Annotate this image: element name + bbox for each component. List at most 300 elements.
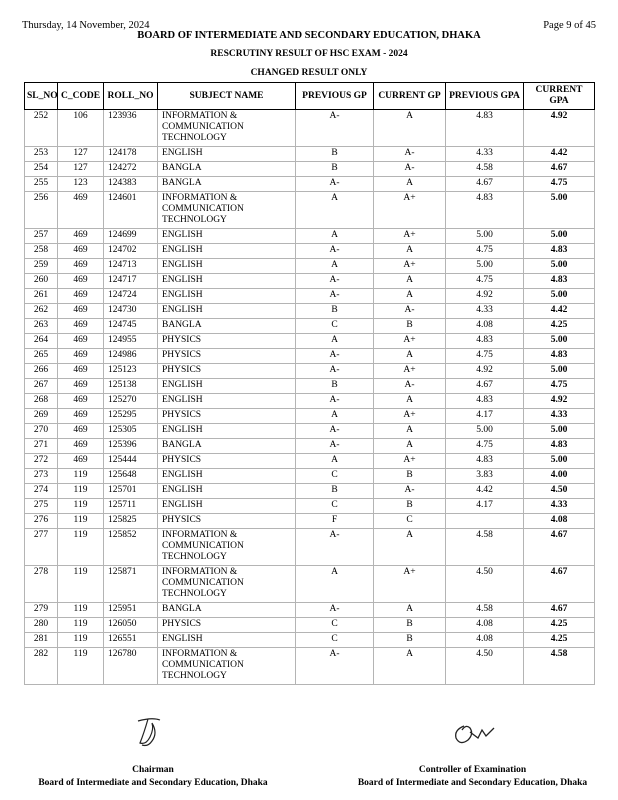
center-code-cell: 469 [58,439,104,454]
current-gpa-cell: 4.83 [524,244,595,259]
current-gp-cell: A [374,244,446,259]
current-gpa-cell: 5.00 [524,259,595,274]
roll-no-cell: 124745 [104,319,158,334]
current-gp-cell: A [374,177,446,192]
table-row [25,259,595,274]
subject-name-cell: PHYSICS [158,349,296,364]
subject-name-cell: PHYSICS [158,454,296,469]
current-gp-cell: B [374,499,446,514]
table-row [25,334,595,349]
current-gp-cell: B [374,319,446,334]
previous-gpa-cell: 4.75 [446,274,524,289]
roll-no-cell: 125123 [104,364,158,379]
center-code-cell: 119 [58,514,104,529]
table-row [25,147,595,162]
subject-name-cell: ENGLISH [158,274,296,289]
roll-no-cell: 125871 [104,566,158,603]
sl-no-cell: 262 [25,304,58,319]
previous-gp-cell: A- [296,177,374,192]
table-row [25,244,595,259]
current-gpa-cell: 4.25 [524,319,595,334]
table-row [25,304,595,319]
center-code-cell: 127 [58,147,104,162]
subject-name-cell: ENGLISH [158,394,296,409]
previous-gpa-cell: 4.75 [446,244,524,259]
previous-gpa-cell: 4.17 [446,409,524,424]
sl-no-cell: 278 [25,566,58,603]
current-gp-cell: A+ [374,566,446,603]
roll-no-cell: 124699 [104,229,158,244]
previous-gp-cell: A [296,192,374,229]
subject-name-cell: BANGLA [158,177,296,192]
center-code-cell: 469 [58,424,104,439]
previous-gp-cell: B [296,379,374,394]
subject-name-cell: PHYSICS [158,618,296,633]
current-gp-cell: A- [374,147,446,162]
center-code-cell: 119 [58,529,104,566]
table-row [25,289,595,304]
previous-gpa-cell: 4.50 [446,566,524,603]
center-code-cell: 469 [58,289,104,304]
previous-gpa-cell: 5.00 [446,259,524,274]
chairman-signature-block [24,764,282,790]
current-gpa-cell: 4.67 [524,529,595,566]
sl-no-cell: 275 [25,499,58,514]
current-gpa-cell: 5.00 [524,454,595,469]
current-gp-cell: A [374,424,446,439]
current-gp-cell: A [374,110,446,147]
sl-no-cell: 274 [25,484,58,499]
subject-name-cell: ENGLISH [158,469,296,484]
center-code-cell: 119 [58,603,104,618]
sl-no-cell: 259 [25,259,58,274]
center-code-cell: 469 [58,409,104,424]
subject-name-cell: INFORMATION & COMMUNICATION TECHNOLOGY [158,529,296,566]
current-gp-cell: A+ [374,364,446,379]
table-row [25,110,595,147]
sl-no-cell: 269 [25,409,58,424]
center-code-cell: 119 [58,469,104,484]
current-gp-cell: A+ [374,259,446,274]
previous-gpa-cell: 4.08 [446,319,524,334]
roll-no-cell: 125295 [104,409,158,424]
previous-gp-cell: B [296,162,374,177]
previous-gp-cell: A- [296,244,374,259]
previous-gpa-cell: 4.58 [446,529,524,566]
center-code-cell: 469 [58,229,104,244]
current-gp-cell: A+ [374,409,446,424]
subject-name-cell: PHYSICS [158,334,296,349]
sl-no-cell: 266 [25,364,58,379]
previous-gp-cell: A [296,409,374,424]
previous-gpa-cell: 4.17 [446,499,524,514]
previous-gpa-cell: 4.92 [446,364,524,379]
previous-gp-cell: C [296,499,374,514]
chairman-signature [130,715,170,749]
current-gpa-cell: 4.25 [524,618,595,633]
table-row [25,349,595,364]
table-row [25,514,595,529]
column-header: PREVIOUS GP [296,83,374,110]
table-row [25,603,595,618]
previous-gp-cell: C [296,469,374,484]
column-header: ROLL_NO [104,83,158,110]
current-gpa-cell: 4.42 [524,147,595,162]
previous-gp-cell: A- [296,289,374,304]
table-row [25,424,595,439]
current-gp-cell: A+ [374,334,446,349]
current-gpa-cell: 4.83 [524,349,595,364]
sl-no-cell: 264 [25,334,58,349]
current-gp-cell: A- [374,379,446,394]
previous-gpa-cell: 4.67 [446,379,524,394]
subject-name-cell: INFORMATION & COMMUNICATION TECHNOLOGY [158,566,296,603]
subject-name-cell: ENGLISH [158,259,296,274]
previous-gp-cell: A- [296,648,374,685]
previous-gpa-cell: 5.00 [446,424,524,439]
column-header: CURRENT GP [374,83,446,110]
table-row [25,379,595,394]
table-row [25,618,595,633]
previous-gp-cell: A [296,229,374,244]
sl-no-cell: 271 [25,439,58,454]
center-code-cell: 119 [58,618,104,633]
previous-gp-cell: C [296,633,374,648]
subject-name-cell: PHYSICS [158,364,296,379]
current-gpa-cell: 4.75 [524,379,595,394]
current-gp-cell: A+ [374,192,446,229]
current-gp-cell: A [374,603,446,618]
center-code-cell: 469 [58,454,104,469]
previous-gpa-cell: 4.67 [446,177,524,192]
current-gpa-cell: 5.00 [524,364,595,379]
current-gp-cell: A [374,648,446,685]
current-gp-cell: A [374,274,446,289]
current-gp-cell: A- [374,484,446,499]
sl-no-cell: 253 [25,147,58,162]
sl-no-cell: 282 [25,648,58,685]
previous-gp-cell: F [296,514,374,529]
subject-name-cell: BANGLA [158,162,296,177]
previous-gp-cell: B [296,304,374,319]
subject-name-cell: BANGLA [158,603,296,618]
current-gpa-cell: 4.75 [524,177,595,192]
previous-gp-cell: A- [296,603,374,618]
table-row [25,529,595,566]
roll-no-cell: 124713 [104,259,158,274]
table-row [25,319,595,334]
previous-gp-cell: B [296,147,374,162]
previous-gpa-cell: 4.50 [446,648,524,685]
roll-no-cell: 126551 [104,633,158,648]
roll-no-cell: 126050 [104,618,158,633]
table-row [25,454,595,469]
column-header: C_CODE [58,83,104,110]
sl-no-cell: 268 [25,394,58,409]
table-row [25,364,595,379]
subject-name-cell: ENGLISH [158,304,296,319]
page-number: Page 9 of 45 [543,20,596,31]
roll-no-cell: 125305 [104,424,158,439]
current-gpa-cell: 4.33 [524,499,595,514]
sl-no-cell: 256 [25,192,58,229]
roll-no-cell: 123936 [104,110,158,147]
current-gp-cell: B [374,618,446,633]
current-gp-cell: A- [374,304,446,319]
subject-name-cell: PHYSICS [158,409,296,424]
current-gpa-cell: 4.58 [524,648,595,685]
subject-name-cell: ENGLISH [158,633,296,648]
current-gpa-cell: 4.00 [524,469,595,484]
table-row [25,499,595,514]
sl-no-cell: 258 [25,244,58,259]
roll-no-cell: 125396 [104,439,158,454]
roll-no-cell: 124383 [104,177,158,192]
roll-no-cell: 124702 [104,244,158,259]
current-gp-cell: A [374,289,446,304]
previous-gp-cell: A- [296,529,374,566]
current-gpa-cell: 4.25 [524,633,595,648]
subject-name-cell: ENGLISH [158,424,296,439]
current-gp-cell: A [374,394,446,409]
current-gp-cell: A [374,349,446,364]
center-code-cell: 469 [58,244,104,259]
sl-no-cell: 277 [25,529,58,566]
table-row [25,439,595,454]
table-body [25,110,595,685]
current-gpa-cell: 4.08 [524,514,595,529]
previous-gp-cell: A [296,566,374,603]
previous-gp-cell: A- [296,424,374,439]
roll-no-cell: 126780 [104,648,158,685]
chairman-title: Chairman [132,765,174,775]
previous-gpa-cell: 4.83 [446,110,524,147]
previous-gpa-cell: 4.08 [446,618,524,633]
previous-gpa-cell: 4.92 [446,289,524,304]
sl-no-cell: 273 [25,469,58,484]
center-code-cell: 119 [58,633,104,648]
current-gpa-cell: 4.67 [524,603,595,618]
current-gpa-cell: 4.50 [524,484,595,499]
previous-gp-cell: A [296,454,374,469]
current-gpa-cell: 5.00 [524,289,595,304]
roll-no-cell: 125951 [104,603,158,618]
current-gpa-cell: 4.92 [524,110,595,147]
previous-gpa-cell: 4.42 [446,484,524,499]
column-header: CURRENT GPA [524,83,595,110]
subject-name-cell: ENGLISH [158,499,296,514]
center-code-cell: 119 [58,566,104,603]
subject-name-cell: INFORMATION & COMMUNICATION TECHNOLOGY [158,110,296,147]
roll-no-cell: 124986 [104,349,158,364]
chairman-organization: Board of Intermediate and Secondary Education, Dhaka [38,778,268,788]
table-row [25,229,595,244]
previous-gpa-cell: 3.83 [446,469,524,484]
subject-name-cell: INFORMATION & COMMUNICATION TECHNOLOGY [158,192,296,229]
current-gpa-cell: 4.83 [524,274,595,289]
controller-organization: Board of Intermediate and Secondary Education, Dhaka [357,778,588,788]
table-row [25,177,595,192]
sl-no-cell: 267 [25,379,58,394]
sl-no-cell: 276 [25,514,58,529]
subject-name-cell: BANGLA [158,319,296,334]
center-code-cell: 127 [58,162,104,177]
current-gpa-cell: 5.00 [524,424,595,439]
sl-no-cell: 270 [25,424,58,439]
sl-no-cell: 255 [25,177,58,192]
center-code-cell: 469 [58,379,104,394]
table-row [25,648,595,685]
roll-no-cell: 124178 [104,147,158,162]
roll-no-cell: 124601 [104,192,158,229]
roll-no-cell: 124717 [104,274,158,289]
controller-signature-block [345,764,600,790]
previous-gpa-cell: 4.75 [446,349,524,364]
roll-no-cell: 125138 [104,379,158,394]
roll-no-cell: 125648 [104,469,158,484]
current-gpa-cell: 4.42 [524,304,595,319]
table-row [25,484,595,499]
previous-gpa-cell: 5.00 [446,229,524,244]
previous-gpa-cell [446,514,524,529]
previous-gpa-cell: 4.08 [446,633,524,648]
sl-no-cell: 261 [25,289,58,304]
sl-no-cell: 265 [25,349,58,364]
current-gp-cell: A [374,529,446,566]
table-row [25,394,595,409]
current-gp-cell: A- [374,162,446,177]
roll-no-cell: 125444 [104,454,158,469]
previous-gpa-cell: 4.58 [446,162,524,177]
sl-no-cell: 279 [25,603,58,618]
roll-no-cell: 125825 [104,514,158,529]
subject-name-cell: ENGLISH [158,289,296,304]
previous-gp-cell: A- [296,349,374,364]
previous-gp-cell: A- [296,394,374,409]
roll-no-cell: 124730 [104,304,158,319]
center-code-cell: 469 [58,304,104,319]
previous-gp-cell: A- [296,364,374,379]
sl-no-cell: 257 [25,229,58,244]
table-row [25,274,595,289]
result-table [24,82,595,685]
center-code-cell: 119 [58,484,104,499]
center-code-cell: 123 [58,177,104,192]
document-subtitle: CHANGED RESULT ONLY [250,68,368,78]
document-title: RESCRUTINY RESULT OF HSC EXAM - 2024 [210,49,408,59]
roll-no-cell: 125852 [104,529,158,566]
table-row [25,566,595,603]
controller-title: Controller of Examination [418,765,527,775]
table-row [25,192,595,229]
center-code-cell: 469 [58,274,104,289]
roll-no-cell: 124272 [104,162,158,177]
center-code-cell: 469 [58,259,104,274]
subject-name-cell: ENGLISH [158,229,296,244]
sl-no-cell: 280 [25,618,58,633]
sl-no-cell: 281 [25,633,58,648]
current-gpa-cell: 4.33 [524,409,595,424]
current-gpa-cell: 4.67 [524,566,595,603]
subject-name-cell: ENGLISH [158,484,296,499]
print-date: Thursday, 14 November, 2024 [22,20,150,31]
previous-gpa-cell: 4.33 [446,147,524,162]
center-code-cell: 119 [58,499,104,514]
center-code-cell: 469 [58,364,104,379]
previous-gp-cell: A [296,259,374,274]
previous-gp-cell: C [296,618,374,633]
subject-name-cell: BANGLA [158,439,296,454]
center-code-cell: 469 [58,394,104,409]
current-gpa-cell: 4.67 [524,162,595,177]
current-gp-cell: A+ [374,454,446,469]
table-header-row [25,83,595,110]
roll-no-cell: 124724 [104,289,158,304]
sl-no-cell: 260 [25,274,58,289]
sl-no-cell: 272 [25,454,58,469]
center-code-cell: 106 [58,110,104,147]
current-gp-cell: B [374,469,446,484]
previous-gpa-cell: 4.83 [446,394,524,409]
previous-gpa-cell: 4.58 [446,603,524,618]
previous-gp-cell: C [296,319,374,334]
current-gp-cell: A [374,439,446,454]
table-row [25,162,595,177]
current-gp-cell: C [374,514,446,529]
previous-gpa-cell: 4.83 [446,192,524,229]
current-gpa-cell: 5.00 [524,192,595,229]
roll-no-cell: 125711 [104,499,158,514]
current-gpa-cell: 4.92 [524,394,595,409]
subject-name-cell: INFORMATION & COMMUNICATION TECHNOLOGY [158,648,296,685]
previous-gpa-cell: 4.33 [446,304,524,319]
previous-gp-cell: A [296,334,374,349]
subject-name-cell: PHYSICS [158,514,296,529]
center-code-cell: 469 [58,334,104,349]
subject-name-cell: ENGLISH [158,379,296,394]
board-name: BOARD OF INTERMEDIATE AND SECONDARY EDUCATION, DHAKA [137,30,481,41]
column-header: SUBJECT NAME [158,83,296,110]
previous-gp-cell: A- [296,110,374,147]
subject-name-cell: ENGLISH [158,147,296,162]
current-gp-cell: B [374,633,446,648]
sl-no-cell: 263 [25,319,58,334]
previous-gp-cell: A- [296,274,374,289]
sl-no-cell: 252 [25,110,58,147]
table-row [25,409,595,424]
column-header: PREVIOUS GPA [446,83,524,110]
previous-gpa-cell: 4.83 [446,454,524,469]
previous-gpa-cell: 4.75 [446,439,524,454]
table-row [25,469,595,484]
center-code-cell: 119 [58,648,104,685]
center-code-cell: 469 [58,319,104,334]
center-code-cell: 469 [58,349,104,364]
roll-no-cell: 125701 [104,484,158,499]
current-gp-cell: A+ [374,229,446,244]
roll-no-cell: 125270 [104,394,158,409]
previous-gp-cell: A- [296,439,374,454]
previous-gpa-cell: 4.83 [446,334,524,349]
center-code-cell: 469 [58,192,104,229]
table-row [25,633,595,648]
current-gpa-cell: 5.00 [524,229,595,244]
column-header: SL_NO [25,83,58,110]
previous-gp-cell: B [296,484,374,499]
subject-name-cell: ENGLISH [158,244,296,259]
roll-no-cell: 124955 [104,334,158,349]
current-gpa-cell: 5.00 [524,334,595,349]
